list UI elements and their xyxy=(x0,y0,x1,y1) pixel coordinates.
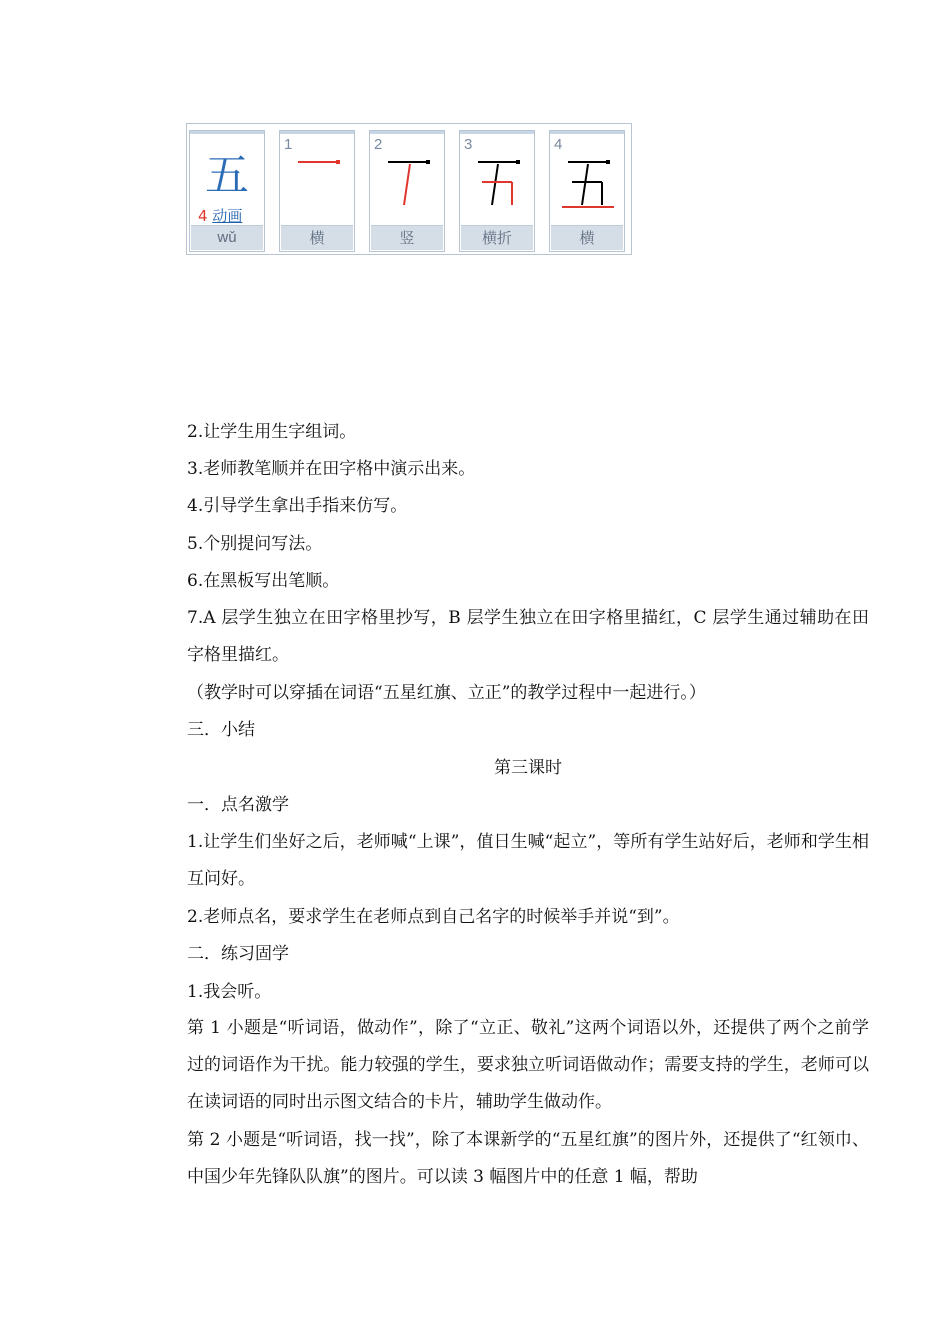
teaching-note: （教学时可以穿插在词语“五星红旗、立正”的教学过程中一起进行。） xyxy=(187,683,706,703)
card-top-band xyxy=(550,131,624,134)
item-7-paragraph: 7.A 层学生独立在田字格里抄写，B 层学生独立在田字格里描红，C 层学生通过辅助在田字格里描红。 xyxy=(187,608,869,665)
step-item: 2.让学生用生字组词。 xyxy=(187,422,357,442)
step-name: 横折 xyxy=(461,225,533,250)
step-name: 竖 xyxy=(371,225,443,250)
section-heading: 一．点名激学 xyxy=(187,795,289,815)
stroke-step-1[interactable] xyxy=(279,130,355,252)
step-item: 6.在黑板写出笔顺。 xyxy=(187,571,340,591)
stroke-1-diagram xyxy=(288,149,348,221)
section-heading: 二．练习固学 xyxy=(187,944,289,964)
stroke-order-widget xyxy=(186,123,632,255)
card-top-band xyxy=(280,131,354,134)
section-heading: 三．小结 xyxy=(187,720,255,740)
roll-call-item-1: 1.让学生们坐好之后，老师喊“上课”，值日生喊“起立”，等所有学生站好后，老师和学生相互问好。 xyxy=(187,832,869,889)
roll-call-item-2: 2.老师点名，要求学生在老师点到自己名字的时候举手并说“到”。 xyxy=(187,907,680,927)
stroke-2-diagram xyxy=(378,149,438,221)
card-top-band xyxy=(370,131,444,134)
exercise-1-paragraph: 第 1 小题是“听词语，做动作”，除了“立正、敬礼”这两个词语以外，还提供了两个之前学过的词语作为干扰。能力较强的学生，要求独立听词语做动作；需要支持的学生，老师可以在读词语的同时出示图文结合的卡片，辅助学生做动作。 xyxy=(187,1018,869,1112)
stroke-3-diagram xyxy=(468,149,528,221)
animation-control[interactable] xyxy=(198,205,242,226)
step-number: 3 xyxy=(464,136,473,153)
character-glyph: 五 xyxy=(205,150,249,201)
card-top-band xyxy=(460,131,534,134)
animate-link[interactable]: 动画 xyxy=(212,207,243,225)
practice-item-1: 1.我会听。 xyxy=(187,982,272,1002)
stroke-step-3[interactable] xyxy=(459,130,535,252)
step-item: 3.老师教笔顺并在田字格中演示出来。 xyxy=(187,459,476,479)
pinyin-label: wǔ xyxy=(191,225,263,250)
exercise-2-paragraph: 第 2 小题是“听词语，找一找”，除了本课新学的“五星红旗”的图片外，还提供了“红领巾、中国少年先锋队队旗”的图片。可以读 3 幅图片中的任意 1 幅，帮助 xyxy=(187,1130,869,1187)
step-number: 4 xyxy=(554,136,563,153)
stroke-step-4[interactable] xyxy=(549,130,625,252)
stroke-count: 4 xyxy=(198,207,208,225)
step-name: 横 xyxy=(551,225,623,250)
step-name: 横 xyxy=(281,225,353,250)
card-top-band xyxy=(190,131,264,134)
step-number: 1 xyxy=(284,136,293,153)
lesson-title: 第三课时 xyxy=(494,758,562,778)
step-number: 2 xyxy=(374,136,383,153)
stroke-4-diagram xyxy=(558,149,618,221)
step-item: 4.引导学生拿出手指来仿写。 xyxy=(187,496,408,516)
step-item: 5.个别提问写法。 xyxy=(187,534,323,554)
character-card[interactable] xyxy=(189,130,265,252)
stroke-step-2[interactable] xyxy=(369,130,445,252)
